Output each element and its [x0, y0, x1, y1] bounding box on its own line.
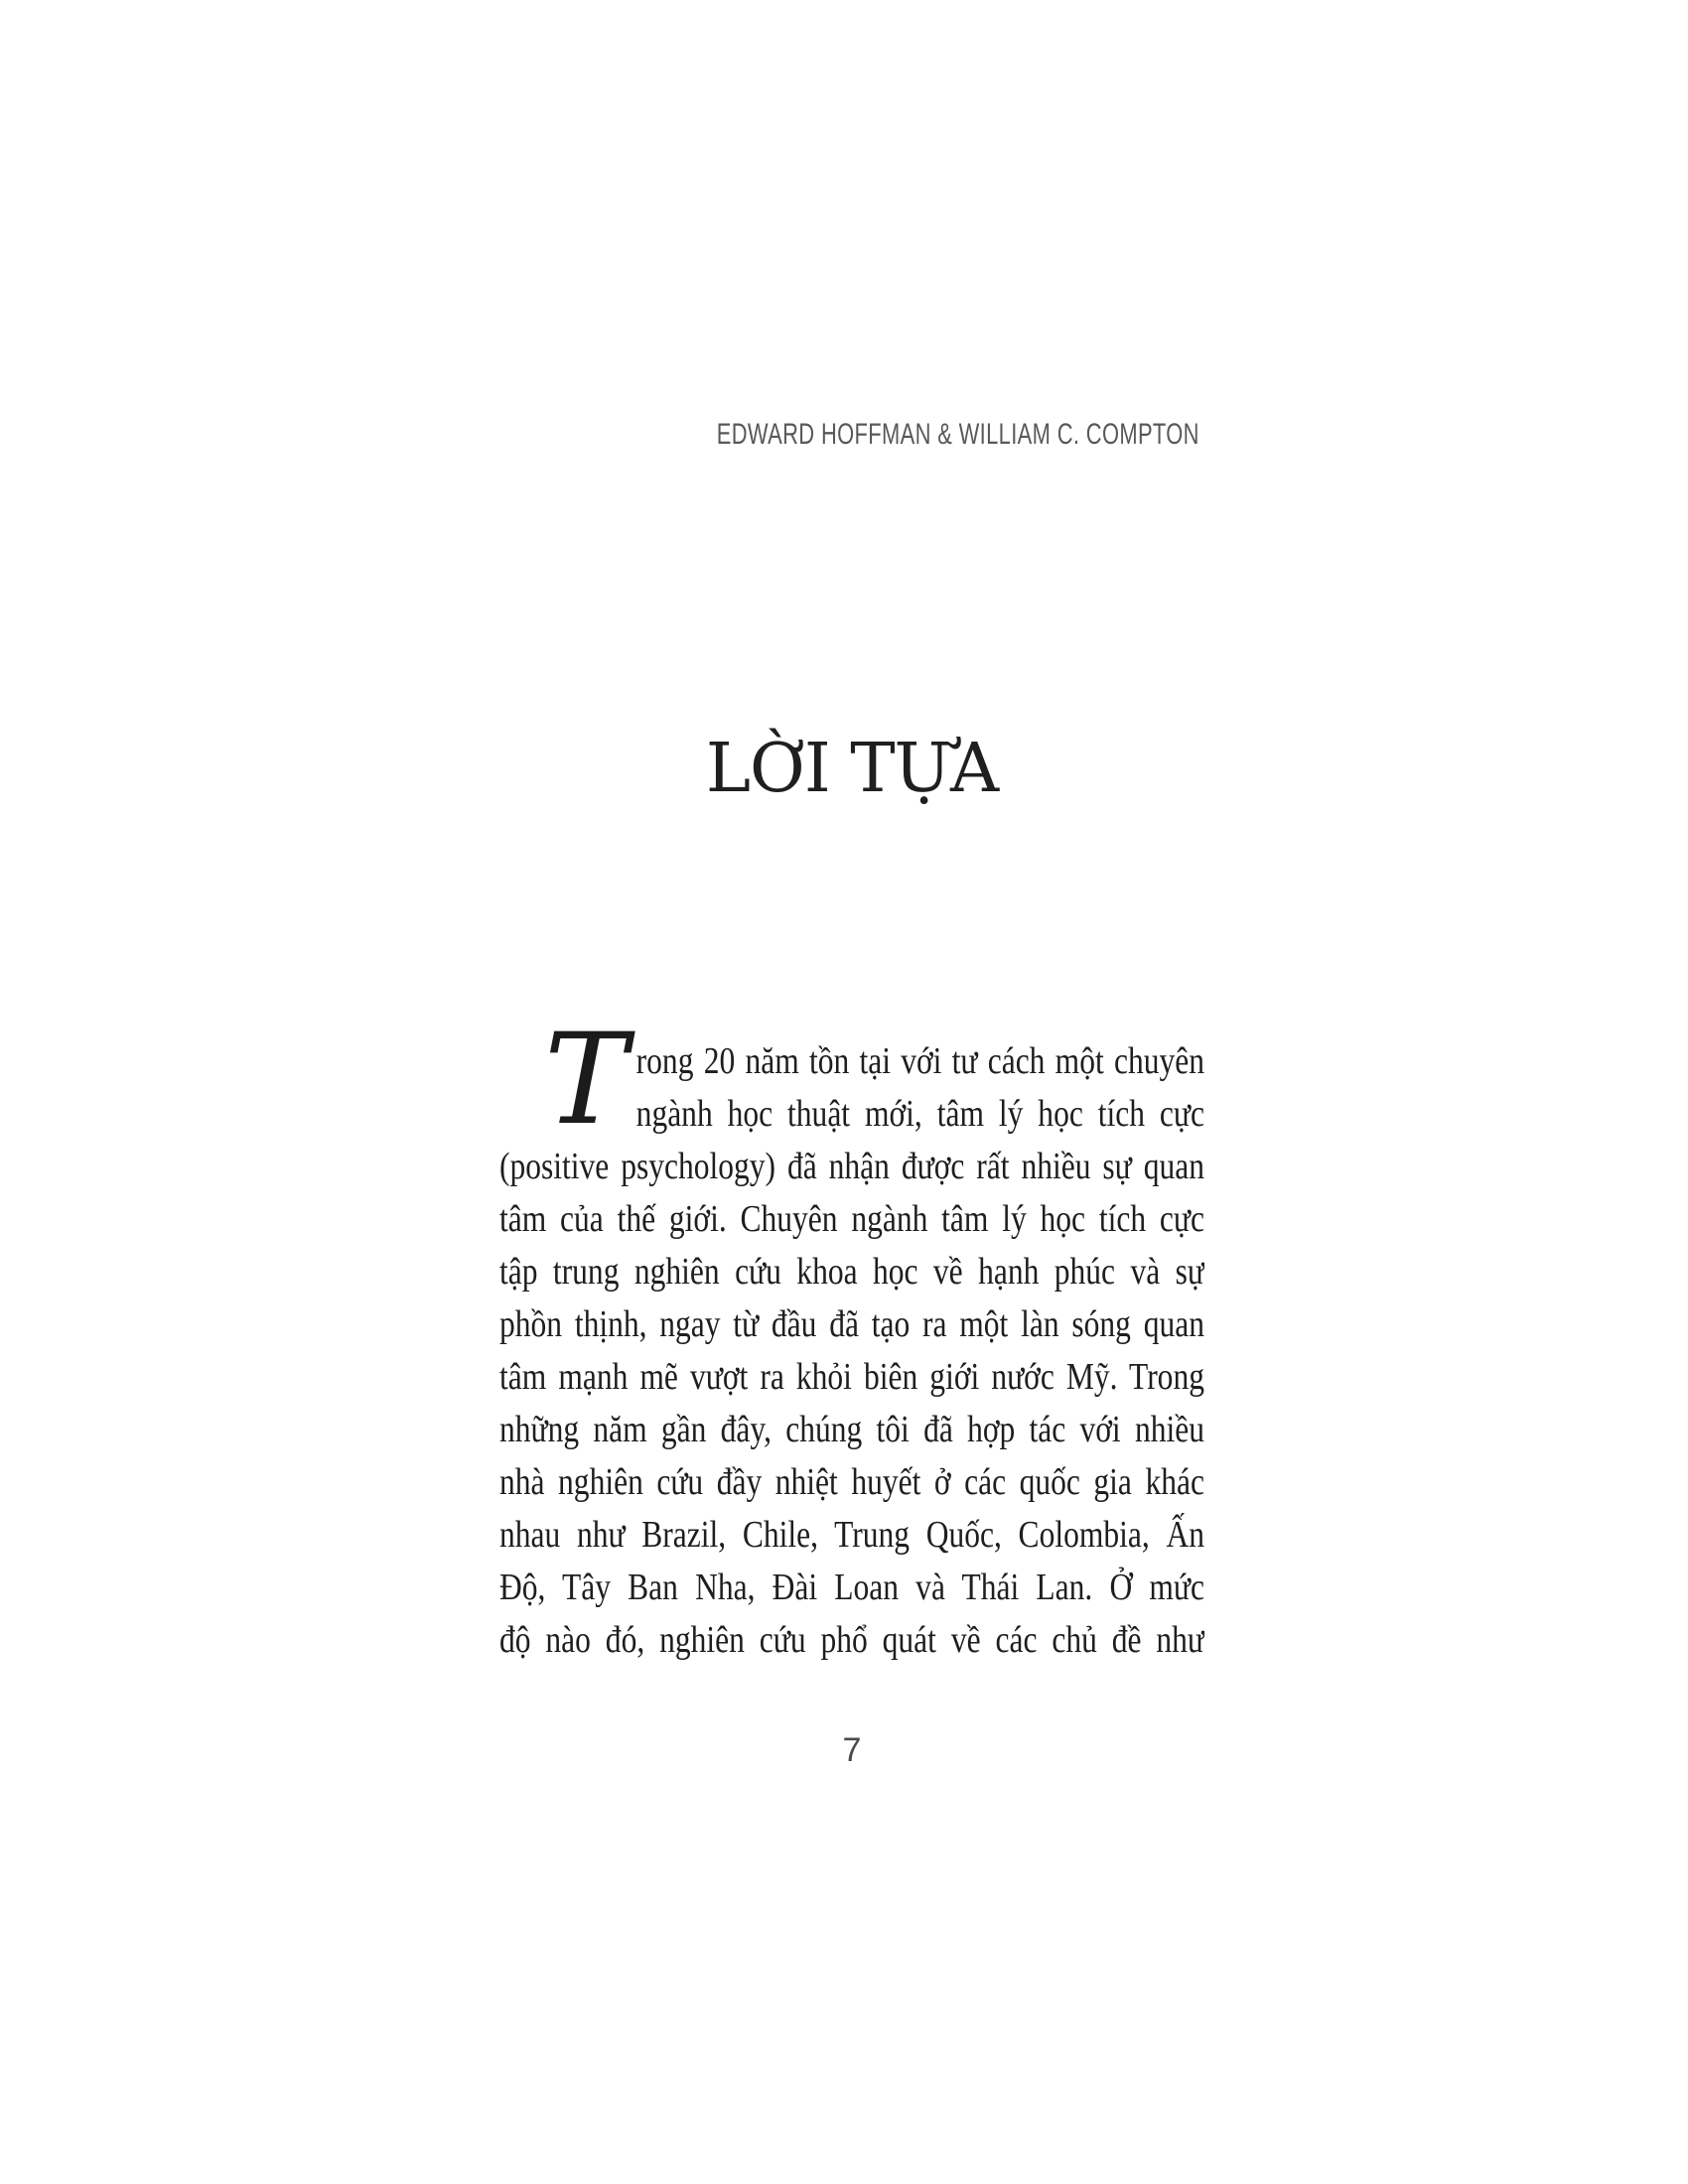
- page-number: 7: [842, 1731, 862, 1769]
- paragraph-line: tâm mạnh mẽ vượt ra khỏi biên giới nước Mỹ. Trong: [499, 1356, 1204, 1398]
- body-paragraph: [499, 1035, 1204, 1667]
- paragraph-line: nhà nghiên cứu đầy nhiệt huyết ở các quốc gia khác: [499, 1461, 1204, 1503]
- paragraph-line: phồn thịnh, ngay từ đầu đã tạo ra một làn sóng quan: [499, 1303, 1204, 1345]
- paragraph-line: những năm gần đây, chúng tôi đã hợp tác với nhiều: [499, 1409, 1204, 1450]
- chapter-title: LỜI TỰA: [705, 730, 999, 808]
- paragraph-line: độ nào đó, nghiên cứu phổ quát về các chủ đề như: [499, 1619, 1204, 1661]
- paragraph-line: nhau như Brazil, Chile, Trung Quốc, Colombia, Ấn: [499, 1514, 1204, 1556]
- drop-cap-letter: T: [544, 1007, 629, 1153]
- paragraph-line: rong 20 năm tồn tại với tư cách một chuyên: [635, 1040, 1204, 1082]
- paragraph-line: tâm của thế giới. Chuyên ngành tâm lý học tích cực: [499, 1198, 1204, 1240]
- running-header-authors: EDWARD HOFFMAN & WILLIAM C. COMPTON: [716, 418, 1199, 451]
- paragraph-line: tập trung nghiên cứu khoa học về hạnh phúc và sự: [499, 1251, 1204, 1293]
- paragraph-line: ngành học thuật mới, tâm lý học tích cực: [635, 1093, 1204, 1135]
- paragraph-line: (positive psychology) đã nhận được rất nhiều sự quan: [499, 1146, 1204, 1187]
- paragraph-line: Độ, Tây Ban Nha, Đài Loan và Thái Lan. Ở mức: [499, 1567, 1204, 1608]
